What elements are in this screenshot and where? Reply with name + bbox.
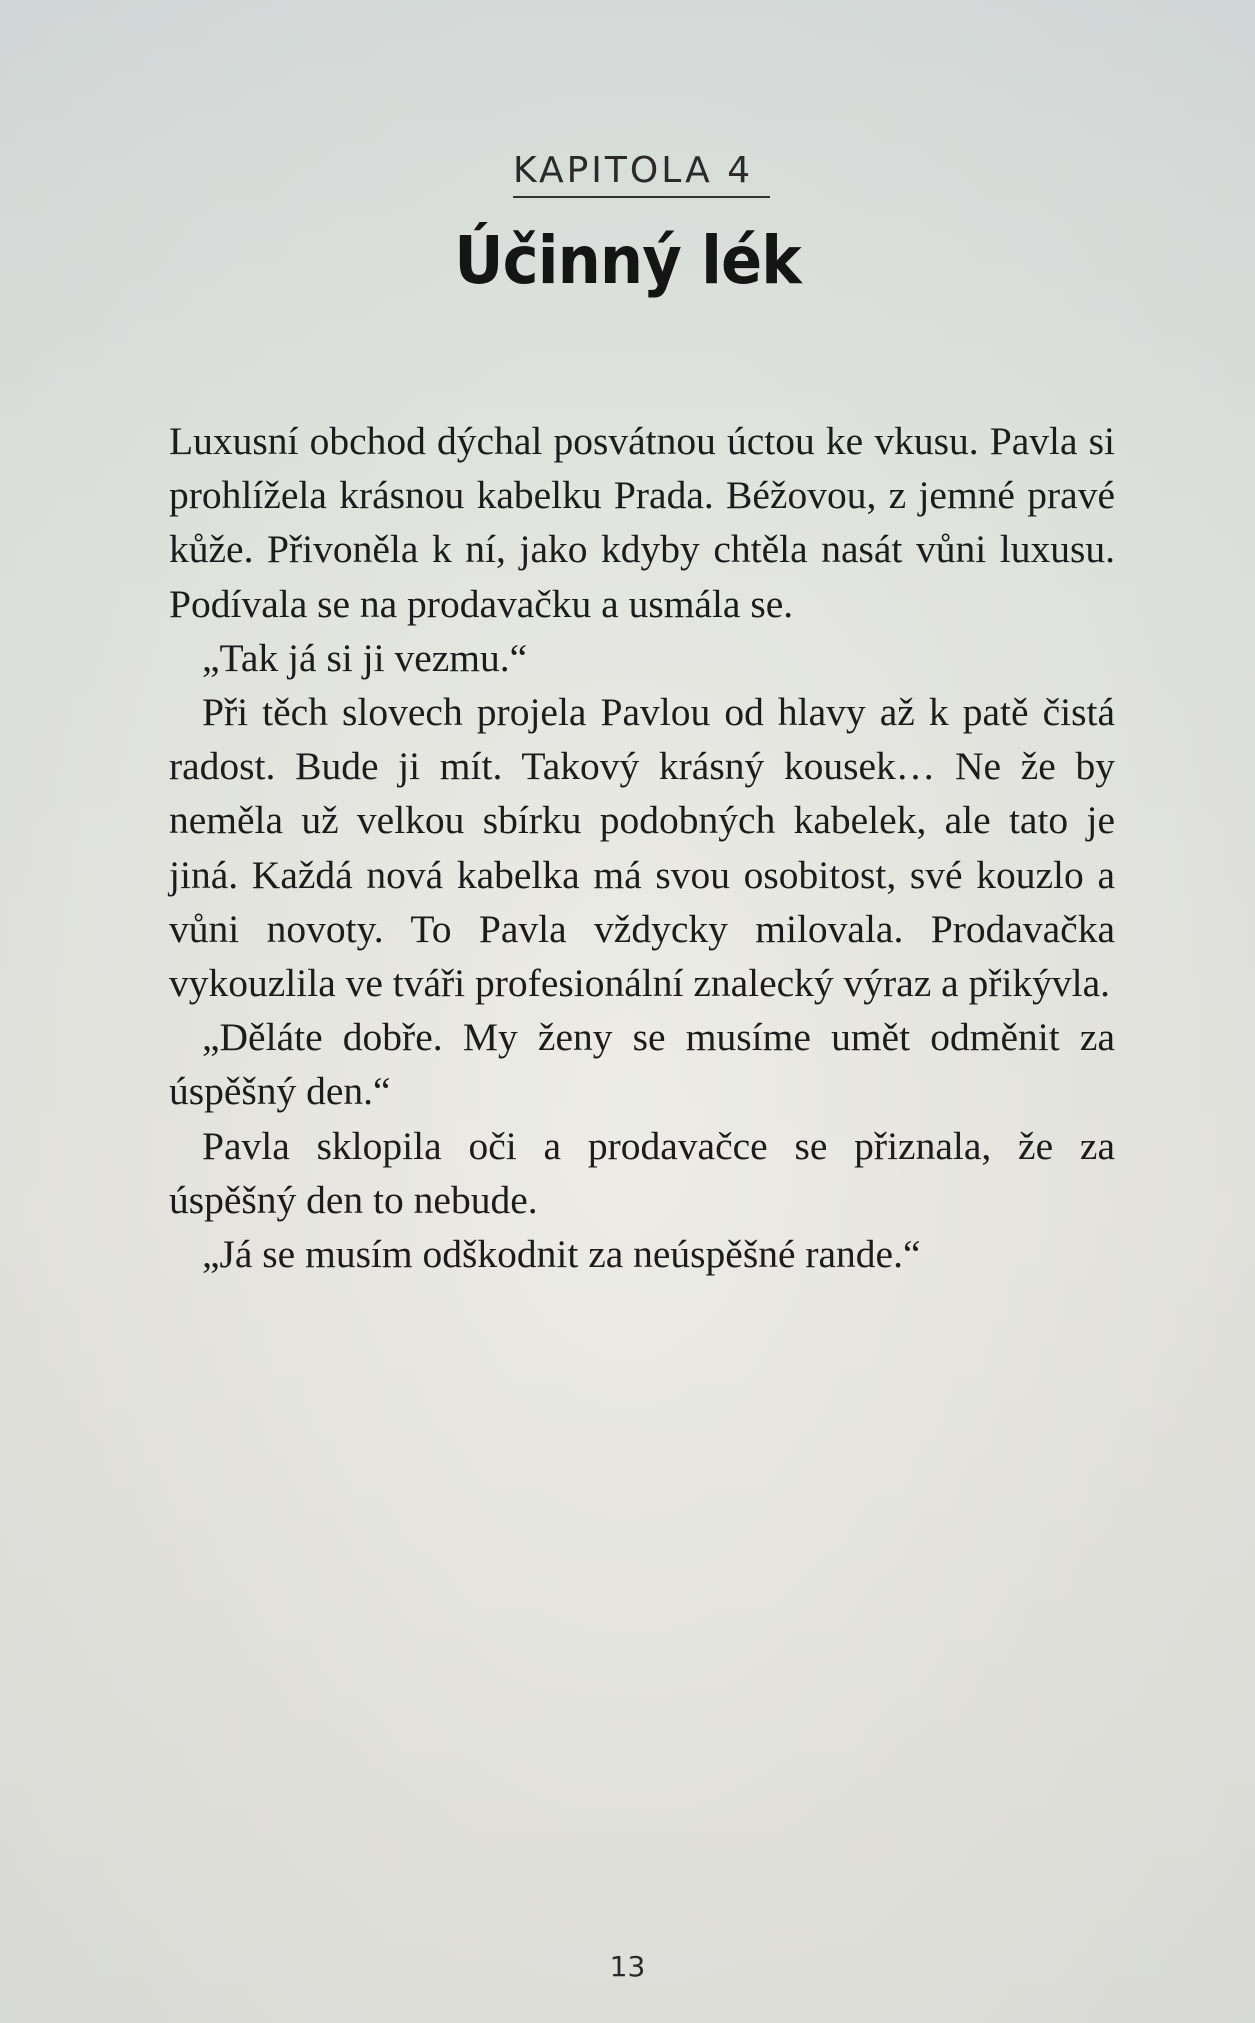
paragraph: Pavla sklopila oči a prodavačce se přiznala, že za úspěšný den to nebude. [169,1123,1115,1222]
paragraph: „Děláte dobře. My ženy se musíme umět odměnit za úspěšný den.“ [169,1015,1115,1114]
chapter-label: KAPITOLA 4 [513,150,754,191]
paragraph: „Já se musím odškodnit za neúspěšné rande.“ [202,1232,921,1277]
chapter-divider [513,196,770,198]
paragraph: „Tak já si ji vezmu.“ [202,635,528,680]
paragraph: Luxusní obchod dýchal posvátnou úctou ke vkusu. Pavla si prohlížela krásnou kabelku Prada. Béžovou, z jemné pravé kůže. Přivoněla k ní, jako kdyby chtěla nasát vůni luxusu. Podívala se na prodavačku a usmála se. [169,419,1115,626]
page-number: 13 [609,1950,646,1983]
chapter-body [169,414,1115,1281]
chapter-title: Účinný lék [454,222,801,299]
paragraph: Při těch slovech projela Pavlou od hlavy až k patě čistá radost. Bude ji mít. Takový krásný kousek… Ne že by neměla už velkou sbírku podobných kabelek, ale tato je jiná. Každá nová kabelka má svou osobitost, své kouzlo a vůni novoty. To Pavla vždycky milovala. Prodavačka vykouzlila ve tváři profesionální znalecký výraz a přikývla. [169,690,1115,1006]
